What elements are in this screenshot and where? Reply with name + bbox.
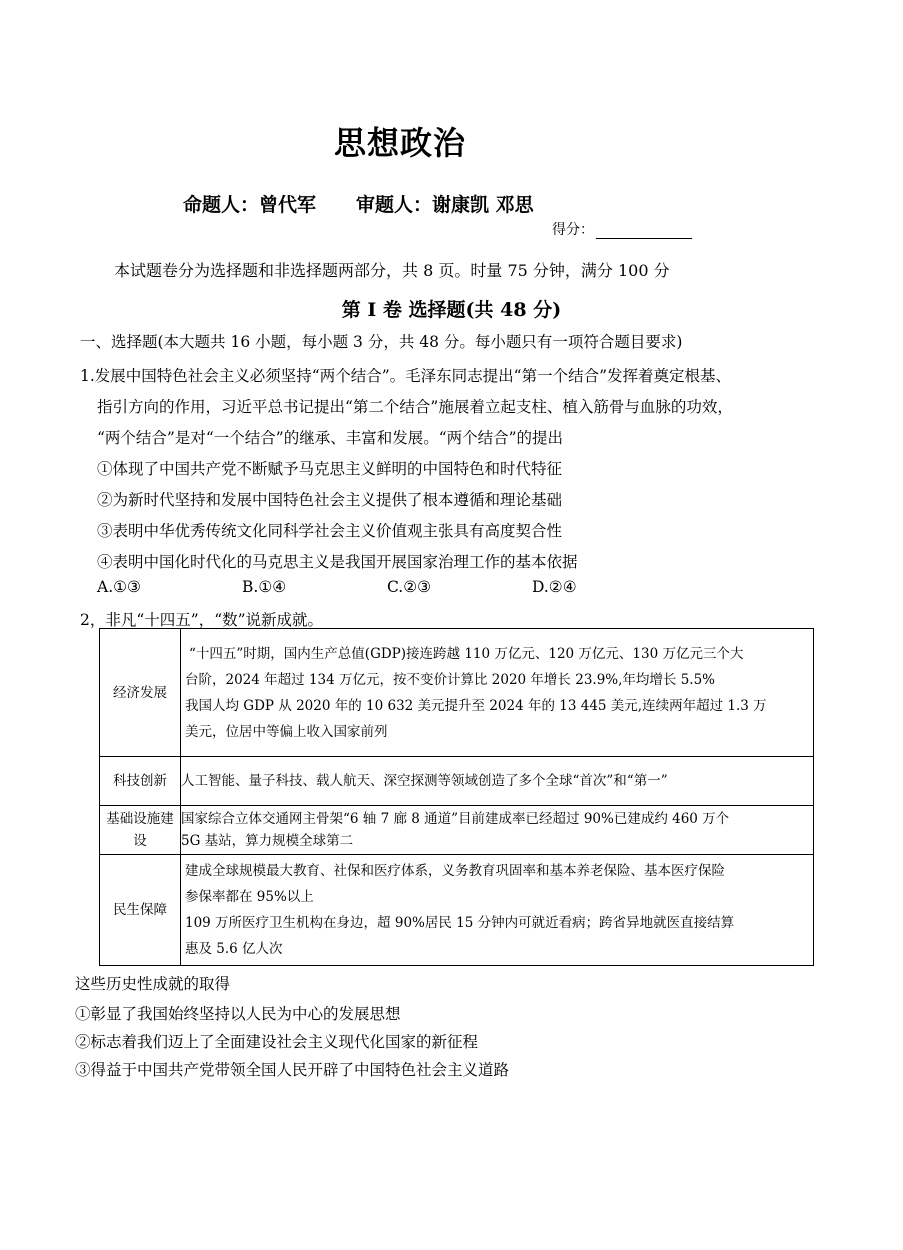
reviewer: 审题人：谢康凯 邓思	[356, 194, 534, 216]
table-category	[100, 806, 181, 855]
q1-stem-line3: “两个结合”是对“一个结合”的继承、丰富和发展。“两个结合”的提出	[97, 429, 564, 447]
q1-option-b[interactable]: B.①④	[242, 578, 287, 596]
cell-line: 美元，位居中等偏上收入国家前列	[185, 723, 388, 740]
table-cell	[181, 855, 814, 966]
category-line: 基础设施建	[106, 811, 174, 827]
cell-line: 台阶，2024 年超过 134 万亿元，按不变价计算比 2020 年增长 23.9%,年均增长 5.5%	[185, 671, 715, 688]
table-row	[100, 806, 814, 855]
q1-statement: ③表明中华优秀传统文化同科学社会主义价值观主张具有高度契合性	[97, 522, 563, 540]
achievements-table	[99, 628, 814, 966]
cell-line: 建成全球规模最大教育、社保和医疗体系，义务教育巩固率和基本养老保险、基本医疗保险	[185, 863, 725, 879]
table-category: 科技创新	[100, 757, 181, 806]
table-cell	[181, 757, 814, 806]
exam-title: 思想政治	[333, 124, 466, 162]
table-row	[100, 757, 814, 806]
score-field	[552, 219, 692, 239]
table-row	[100, 855, 814, 966]
cell-line: “十四五”时期，国内生产总值(GDP)接连跨越 110 万亿元、120 万亿元、130 万亿元三个大	[189, 645, 744, 662]
q2-statement: ①彰显了我国始终坚持以人民为中心的发展思想	[75, 1005, 401, 1023]
table-category: 经济发展	[100, 629, 181, 757]
setter: 命题人：曾代军	[183, 194, 317, 216]
table-cell	[181, 629, 814, 757]
part1-instructions: 一、选择题(本大题共 16 小题，每小题 3 分，共 48 分。每小题只有一项符合题目要求)	[80, 333, 683, 351]
q1-option-c[interactable]: C.②③	[387, 578, 432, 596]
q2-statement: ②标志着我们迈上了全面建设社会主义现代化国家的新征程	[75, 1033, 479, 1051]
cell-line: 国家综合立体交通网主骨架“6 轴 7 廊 8 通道”目前建成率已经超过 90%已建成约 460 万个	[181, 811, 730, 827]
cell-line: 参保率都在 95%以上	[185, 889, 314, 905]
q2-follow-up: 这些历史性成就的取得	[75, 975, 231, 993]
table-cell	[181, 806, 814, 855]
table-category: 民生保障	[100, 855, 181, 966]
q1-option-d[interactable]: D.②④	[532, 578, 577, 596]
cell-line: 惠及 5.6 亿人次	[185, 941, 283, 957]
q1-statement: ④表明中国化时代化的马克思主义是我国开展国家治理工作的基本依据	[97, 553, 578, 571]
score-blank	[596, 224, 692, 239]
q1-stem-line1: 1.发展中国特色社会主义必须坚持“两个结合”。毛泽东同志提出“第一个结合”发挥着奠定根基、	[80, 367, 731, 385]
score-label: 得分：	[552, 222, 594, 238]
q2-statement: ③得益于中国共产党带领全国人民开辟了中国特色社会主义道路	[75, 1061, 510, 1079]
table-row	[100, 629, 814, 757]
authors-line	[183, 190, 534, 217]
cell-line: 人工智能、量子科技、载人航天、深空探测等领域创造了多个全球“首次”和“第一”	[181, 773, 668, 789]
category-line: 设	[133, 833, 147, 849]
q2-stem: 2，非凡“十四五”，“数”说新成就。	[80, 611, 324, 629]
cell-line: 109 万所医疗卫生机构在身边，超 90%居民 15 分钟内可就近看病；跨省异地就医直接结算	[185, 915, 735, 931]
q1-statement: ②为新时代坚持和发展中国特色社会主义提供了根本遵循和理论基础	[97, 491, 563, 509]
q1-option-a[interactable]: A.①③	[97, 578, 141, 596]
q1-options	[97, 578, 677, 596]
q1-stem-line2: 指引方向的作用，习近平总书记提出“第二个结合”施展着立起支柱、植入筋骨与血脉的功效，	[97, 398, 733, 416]
intro-text: 本试题卷分为选择题和非选择题两部分，共 8 页。时量 75 分钟，满分 100 分	[114, 261, 670, 280]
cell-line: 5G 基站，算力规模全球第二	[181, 833, 354, 849]
section-title: 第 Ⅰ 卷 选择题(共 48 分)	[341, 299, 562, 321]
q1-statement: ①体现了中国共产党不断赋予马克思主义鲜明的中国特色和时代特征	[97, 460, 563, 478]
cell-line: 我国人均 GDP 从 2020 年的 10 632 美元提升至 2024 年的 13 445 美元,连续两年超过 1.3 万	[185, 697, 767, 714]
